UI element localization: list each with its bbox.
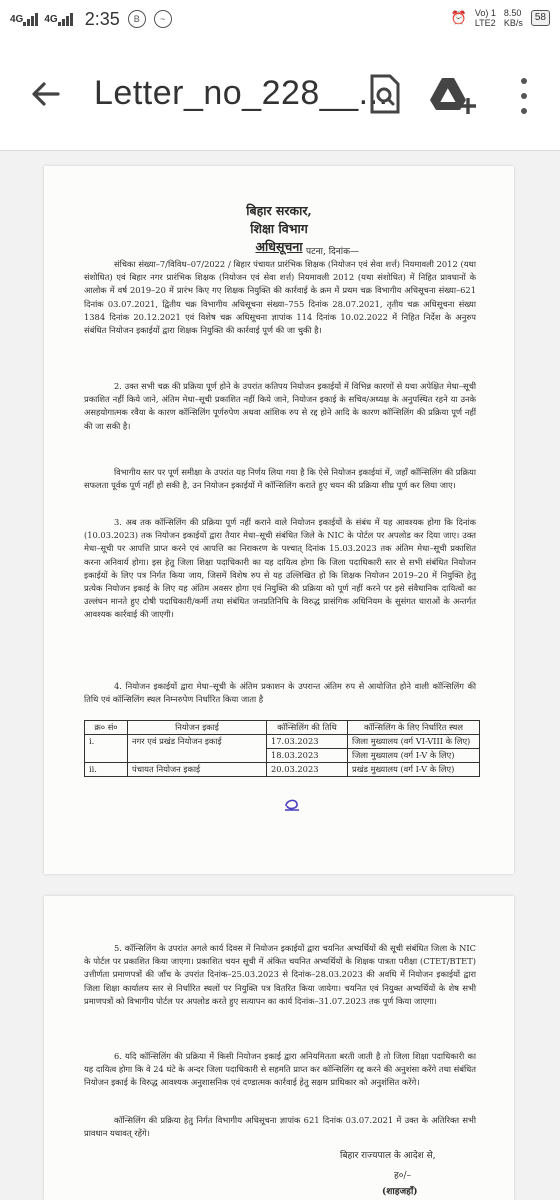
paragraph-2-text: 2. उक्त सभी चक्र की प्रक्रिया पूर्ण होने के उपरांत कतिपय नियोजन इकाईयों में विभिन्न कारणों से यथा अपेक्षित मेधा–सूची प्रकाशित नहीं किये जाने, अंतिम मेधा–सूची प्रकाशित नहीं किये जाने, नियोजन इकाई के सचिव/अध्यक्ष के अनुपस्थित रहने या उनके असहयोगात्मक रवैया के कारण कॉन्सिलिंग पूर्णरुपेण अथवा आंशिक रुप से रद्द होने आदि के कारण कॉन्सिलिंग की प्रक्रिया पूर्ण नहीं की जा सकी है।: [84, 381, 476, 431]
lte-label: LTE2: [474, 18, 496, 28]
counselling-schedule-table: [84, 720, 480, 777]
table-row: [85, 735, 480, 749]
speed-value: 8.50: [503, 8, 522, 18]
pdf-page-1: [44, 166, 514, 874]
header-notification: अधिसूचना: [255, 239, 303, 254]
alarm-icon: ⏰: [450, 10, 467, 25]
cell-sn: i.: [85, 735, 128, 763]
cell-venue: प्रखंड मुख्यालय (वर्ग I-V के लिए): [348, 763, 480, 777]
header-government: बिहार सरकार,: [246, 203, 312, 218]
back-button[interactable]: [28, 76, 64, 112]
more-dot: [521, 93, 527, 99]
paragraph-3-text: विभागीय स्तर पर पूर्ण समीक्षा के उपरांत यह निर्णय लिया गया है कि ऐसे नियोजन इकाईयां में, जहाँ कॉन्सिलिंग की प्रक्रिया सफलता पूर्वक पूर्ण नहीं हो सकी है, उन नियोजन इकाईयों में कॉन्सिलिंग कराते हुए चयन की प्रक्रिया शीघ्र पूर्ण कर लिया जाए।: [84, 467, 476, 491]
more-options-button[interactable]: [514, 74, 534, 118]
signature-scribble: [282, 794, 302, 814]
col-header-date: कॉन्सिलिंग की तिथि: [267, 721, 348, 735]
paragraph-1-text: संचिका संख्या–7/विविध–07/2022 / बिहार पंचायत प्रारंभिक शिक्षक (नियोजन एवं सेवा शर्त्त) नियमावली 2012 (यथा संशोधित) एवं बिहार नगर प्रारंभिक शिक्षक (नियोजन एवं सेवा शर्त्त) नियमावली 2012 (यथा संशोधित) में निहित प्रावधानों के आलोक में वर्ष 2019–20 में प्रारंभ किए गए शिक्षक नियुक्ति की कार्रवाई के क्रम में प्रथम चक्र विभागीय अधिसूचना संख्या–621 दिनांक 03.07.2021, द्वितीय चक्र विभागीय अधिसूचना संख्या–755 दिनांक 28.07.2021, तृतीय चक्र अधिसूचना संख्या 1384 दिनांक 20.12.2021 एवं विशेष चक्र अधिसूचना ज्ञापांक 114 दिनांक 10.02.2022 में निहित निर्देश के अनुरुप संबंधित नियोजन इकाईयों द्वारा शिक्षक नियुक्ति की कार्रवाई पूर्ण की जा चुकी है।: [84, 259, 476, 336]
paragraph-8-text: कॉन्सिलिंग की प्रक्रिया हेतु निर्गत विभागीय अधिसूचना ज्ञापांक 621 दिनांक 03.07.2021 में उक्त के अतिरिक्त सभी प्रावधान यथावत् रहेंगे।: [84, 1115, 476, 1139]
cell-unit: नगर एवं प्रखंड नियोजन इकाई: [128, 735, 267, 763]
date-line: पटना, दिनांक—: [306, 247, 360, 257]
paragraph-4: [84, 516, 476, 622]
paragraph-3: [84, 466, 476, 492]
clock: 2:35: [84, 8, 120, 29]
battery-icon: 58: [531, 10, 550, 26]
paragraph-7-text: 6. यदि कॉन्सिलिंग की प्रक्रिया में किसी नियोजन इकाई द्वारा अनियमितता बरती जाती है तो जिला शिक्षा पदाधिकारी का यह दायित्व होगा कि वे 24 घंटे के अन्दर जिला पदाधिकारी से सहमति प्राप्त कर कॉन्सिलिंग रद्द करने की अनुशंसा करेंगे तथा संबंधित नियोजन इकाई के विरुद्ध आवश्यक अनुशासनिक एवं दण्डात्मक कार्रवाई हेतु सक्षम प्राधिकार को अनुशंसित करेंगे।: [84, 1051, 476, 1088]
speed-unit: KB/s: [503, 18, 523, 28]
network-label-1: 4G: [10, 13, 24, 25]
document-title: Letter_no_228__...: [94, 74, 389, 112]
lte-info: [475, 8, 496, 28]
table-row: [85, 763, 480, 777]
volte-label: Vo) 1: [474, 8, 496, 18]
col-header-sn: क्र० सं०: [85, 721, 128, 735]
search-in-document-button[interactable]: [362, 72, 406, 116]
signal-icon: [23, 12, 38, 26]
cell-date: 17.03.2023: [267, 735, 348, 749]
drive-add-icon: [428, 72, 476, 116]
notification-b-icon: B: [128, 10, 146, 28]
cell-venue: जिला मुख्यालय (वर्ग I-V के लिए): [348, 749, 480, 763]
paragraph-4-text: 3. अब तक कॉन्सिलिंग की प्रक्रिया पूर्ण नहीं कराने वाले नियोजन इकाईयों के संबंध में यह आवश्यक होगा कि दिनांक (10.03.2023) तक नियोजन इकाईयों द्वारा तैयार मेधा–सूची संबंधित जिले के NIC के पोर्टल पर अपलोड कर दिया जाए। उक्त मेधा–सूची पर आपत्ति प्राप्त करने एवं आपत्ति का निराकरण के पश्चात् दिनांक 15.03.2023 तक अंतिम मेधा–सूची प्रकाशित करना अनिवार्य होगा। इस हेतु जिला शिक्षा पदाधिकारी का यह दायित्व होगा कि जिला पदाधिकारी स्तर से सभी संबंधित नियोजन इकाईयों के लिए पत्र निर्गत किया जाय, जिसमें विशेष रुप से यह उल्लिखित हो कि शिक्षक नियोजन 2019–20 में नियुक्ति हेतु प्रत्येक नियोजन इकाई के लिए यह अंतिम अवसर होगा एवं नियुक्ति की प्रक्रिया को पूर्ण नहीं करने पर इसे संवैधानिक दायित्वों का उल्लंघन मानते हुए दोषी पदाधिकारी/कर्मी तथा संबंधित जनप्रतिनिधि के विरुद्ध प्रासंगिक अधिनियम के सुसंगत धाराओं के अन्तर्गत आवश्यक कार्रवाई की जाएगी।: [84, 517, 476, 620]
paragraph-5-text: 4. नियोजन इकाईयों द्वारा मेधा–सूची के अंतिम प्रकाशन के उपरान्त अंतिम रुप से आयोजित होने वाली कॉन्सिलिंग की तिथि एवं कॉन्सिलिंग स्थल निम्नरुपेण निर्धारित किया जाता है: [84, 681, 476, 705]
more-dot: [521, 78, 527, 84]
network-label-2: 4G: [44, 13, 58, 25]
cell-venue: जिला मुख्यालय (वर्ग VI-VIII के लिए): [348, 735, 480, 749]
signatory-name: (शाहजहाँ): [382, 1187, 418, 1197]
table-header-row: [85, 721, 480, 735]
messenger-icon: ~: [154, 10, 172, 28]
cell-date: 20.03.2023: [267, 763, 348, 777]
status-right: [451, 8, 550, 28]
arrow-back-icon: [28, 76, 64, 112]
signature-order-line: बिहार राज्यपाल के आदेश से,: [340, 1151, 436, 1161]
more-dot: [521, 108, 527, 114]
add-to-drive-button[interactable]: [428, 72, 476, 116]
paragraph-8: [84, 1114, 476, 1140]
signature-initial: ह०/–: [394, 1171, 411, 1181]
app-toolbar: [0, 38, 560, 151]
cell-unit: पंचायत नियोजन इकाई: [128, 763, 267, 777]
signature-mark: [282, 794, 302, 819]
cell-date: 18.03.2023: [267, 749, 348, 763]
paragraph-7: [84, 1050, 476, 1090]
col-header-venue: कॉन्सिलिंग के लिए निर्धारित स्थल: [348, 721, 480, 735]
paragraph-6: [84, 942, 476, 1008]
header-department: शिक्षा विभाग: [250, 221, 308, 236]
signal-icon-2: [58, 12, 73, 26]
speed-info: [504, 8, 523, 28]
paragraph-5: [84, 680, 476, 706]
pdf-page-2: [44, 896, 514, 1200]
cell-sn: ii.: [85, 763, 128, 777]
status-bar: [0, 0, 560, 38]
col-header-unit: नियोजन इकाई: [128, 721, 267, 735]
document-search-icon: [362, 72, 406, 116]
paragraph-1: [84, 258, 476, 337]
paragraph-6-text: 5. कॉन्सिलिंग के उपरांत अगले कार्य दिवस में नियोजन इकाईयों द्वारा चयनित अभ्यर्थियों की सूची संबंधित जिला के NIC के पोर्टल पर प्रकाशित किया जाएगा। प्रकाशित चयन सूची में अंकित चयनित अभ्यर्थियों के शिक्षक पात्रता परीक्षा (CTET/BTET) उत्तीर्णता प्रमाणपत्रों की जाँच के उपरांत दिनांक–25.03.2023 से दिनांक–28.03.2023 की अवधि में नियोजन इकाईयों द्वारा जिला शिक्षा कार्यालय स्तर से निर्धारित स्थलों पर नियुक्ति पत्र वितरित किया जायेगा। चयनित एवं नियुक्त अभ्यर्थियों के शेष सभी प्रमाणपत्रों को विभागीय पोर्टल पर अपलोड करते हुए सत्यापन का कार्य दिनांक–31.07.2023 तक पूर्ण किया जाएगा।: [84, 943, 476, 1006]
paragraph-2: [84, 380, 476, 433]
